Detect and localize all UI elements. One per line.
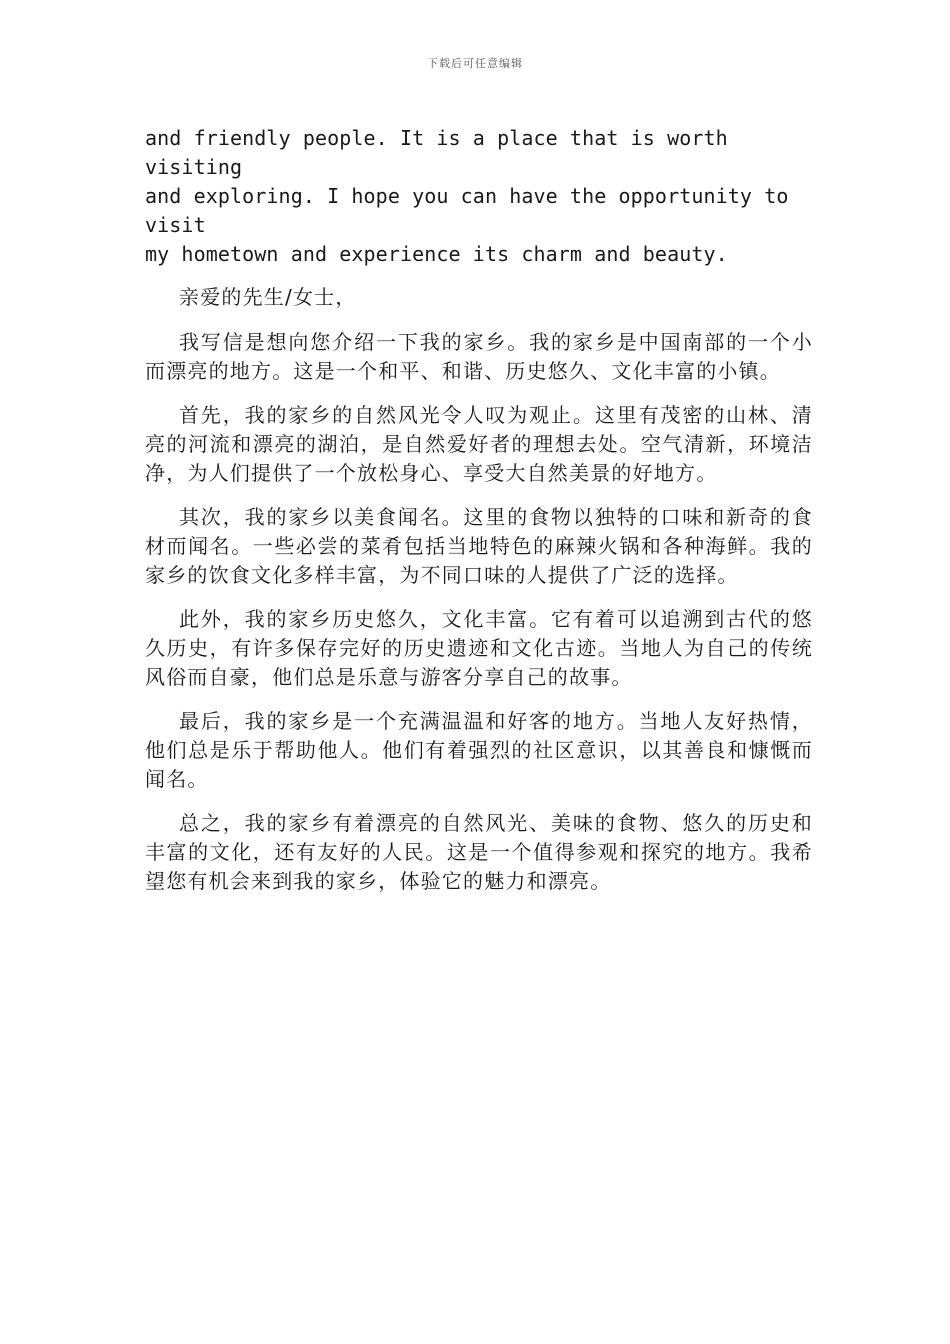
english-paragraph: and friendly people. It is a place that is worth visiting and exploring. I hope you can have the opportunity to visit my hometown and experience its charm and beauty. (145, 126, 789, 266)
document-body (145, 124, 813, 911)
paragraph-intro: 我写信是想向您介绍一下我的家乡。我的家乡是中国南部的一个小而漂亮的地方。这是一个和平、和谐、历史悠久、文化丰富的小镇。 (145, 330, 813, 383)
greeting-line: 亲爱的先生/女士， (179, 285, 357, 309)
paragraph-scenery: 首先，我的家乡的自然风光令人叹为观止。这里有茂密的山林、清亮的河流和漂亮的湖泊，是自然爱好者的理想去处。空气清新，环境洁净，为人们提供了一个放松身心、享受大自然美景的好地方。 (145, 403, 813, 485)
paragraph-conclusion: 总之，我的家乡有着漂亮的自然风光、美味的食物、悠久的历史和丰富的文化，还有友好的人民。这是一个值得参观和探究的地方。我希望您有机会来到我的家乡，体验它的魅力和漂亮。 (145, 811, 813, 893)
paragraph-hospitality: 最后，我的家乡是一个充满温温和好客的地方。当地人友好热情，他们总是乐于帮助他人。他们有着强烈的社区意识，以其善良和慷慨而闻名。 (145, 709, 813, 791)
paragraph-history: 此外，我的家乡历史悠久，文化丰富。它有着可以追溯到古代的悠久历史，有许多保存完好的历史遗迹和文化古迹。当地人为自己的传统风俗而自豪，他们总是乐意与游客分享自己的故事。 (145, 607, 813, 689)
header-note: 下载后可任意编辑 (427, 57, 523, 70)
paragraph-food: 其次，我的家乡以美食闻名。这里的食物以独特的口味和新奇的食材而闻名。一些必尝的菜肴包括当地特色的麻辣火锅和各种海鲜。我的家乡的饮食文化多样丰富，为不同口味的人提供了广泛的选择。 (145, 505, 813, 587)
